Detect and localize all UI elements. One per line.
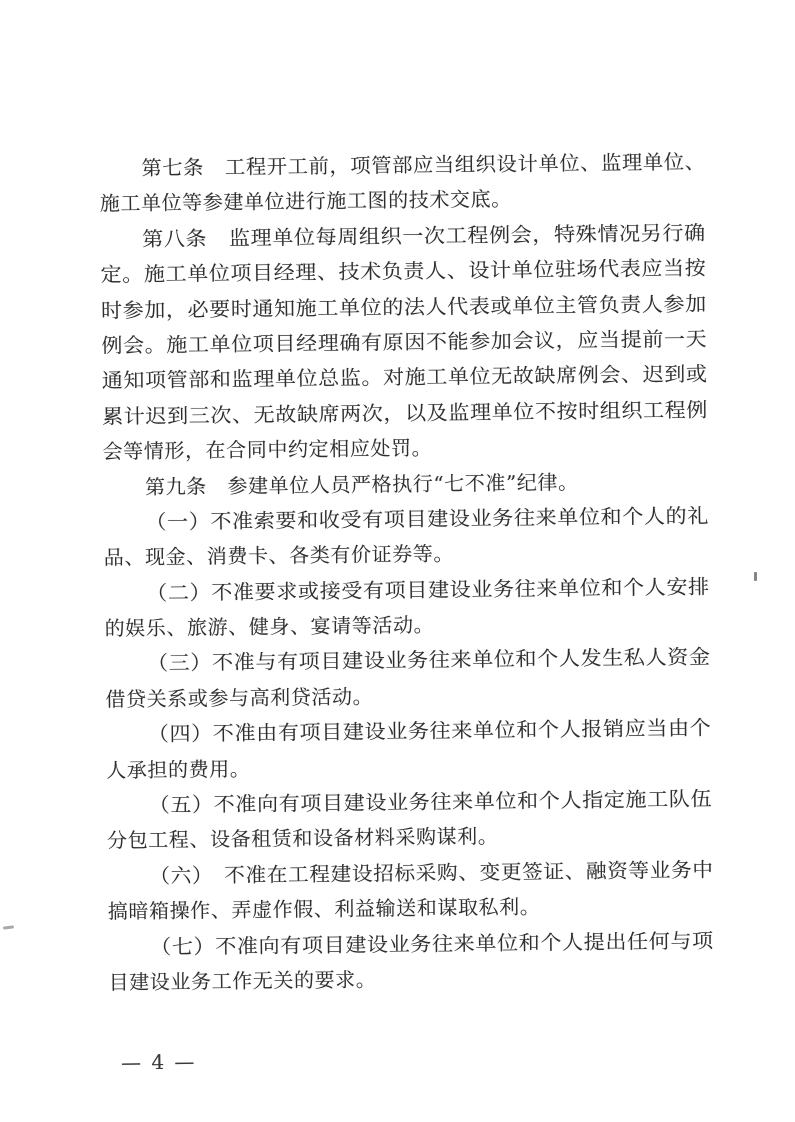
- paragraph: [103, 498, 710, 576]
- text-line-content: 例会。施工单位项目经理确有原因不能参加会议，应当提前一天: [101, 326, 708, 358]
- text-line-content: 的娱乐、旅游、健身、宴请等活动。: [104, 612, 435, 641]
- text-line-content: 分包工程、设备租赁和设备材料采购谋利。: [106, 824, 499, 853]
- text-line: [102, 392, 708, 434]
- text-line-content: 人承担的费用。: [106, 756, 251, 783]
- text-line-content: 累计迟到三次、无故缺席两次，以及监理单位不按时组织工程例: [102, 397, 709, 429]
- page-number: — 4 —: [120, 1049, 195, 1075]
- text-line-content: 第九条 参建单位人员严格执行“七不准”纪律。: [144, 469, 579, 499]
- text-line: [103, 498, 709, 540]
- text-line-content: 通知项管部和监理单位总监。对施工单位无故缺席例会、迟到或: [101, 361, 708, 393]
- text-line-content: 会等情形，在合同中约定相应处罚。: [102, 435, 433, 464]
- text-line-content: （六） 不准在工程建设招标采购、变更签证、融资等业务中: [149, 857, 714, 888]
- text-line-content: （三）不准与有项目建设业务往来单位和个人发生私人资金: [146, 645, 711, 676]
- text-line: [99, 145, 705, 187]
- text-line-content: 借贷关系或参与高利贷活动。: [105, 684, 374, 712]
- paragraph: [106, 711, 713, 789]
- text-line-content: 定。施工单位项目经理、技术负责人、设计单位驻场代表应当按: [100, 255, 707, 287]
- text-line-content: （四）不准由有项目建设业务往来单位和个人报销应当由个: [147, 715, 712, 747]
- text-line-content: （七）不准向有项目建设业务往来单位和个人提出任何与项: [150, 928, 714, 959]
- text-line-content: （一）不准索要和收受有项目建设业务往来单位和个人的礼: [145, 503, 710, 534]
- scan-speck-left: [3, 925, 14, 929]
- text-line-content: 施工单位等参建单位进行施工图的技术交底。: [99, 187, 512, 216]
- text-line: [108, 923, 714, 965]
- paragraph: [105, 640, 712, 718]
- text-line: [107, 852, 713, 894]
- text-line: [105, 640, 711, 682]
- paragraph: [106, 782, 713, 860]
- paragraph: [99, 145, 706, 223]
- paragraph: [107, 852, 714, 930]
- text-line-content: 第八条 监理单位每周组织一次工程例会，特殊情况另行确: [142, 220, 706, 251]
- text-line-content: 目建设业务工作无关的要求。: [108, 967, 377, 995]
- scan-speck-right: [754, 572, 757, 581]
- text-line-content: 搞暗箱操作、弄虚作假、利益输送和谋取私利。: [107, 894, 541, 924]
- text-line: [106, 782, 712, 824]
- text-line-content: （五）不准向有项目建设业务往来单位和个人指定施工队伍: [148, 786, 713, 817]
- text-line: [106, 711, 712, 753]
- text-line: [104, 569, 710, 611]
- page-footer: [121, 1049, 195, 1074]
- text-line: [108, 959, 714, 1001]
- paragraph: [108, 923, 715, 1001]
- paragraph: [100, 215, 709, 470]
- paragraph: [104, 569, 711, 647]
- text-line-content: 第七条 工程开工前，项管部应当组织设计单位、监理单位、: [141, 149, 706, 180]
- text-line-content: 时参加，必要时通知施工单位的法人代表或单位主管负责人参加: [100, 291, 707, 323]
- text-line-content: 品、现金、消费卡、各类有价证券等。: [103, 541, 455, 570]
- text-line-content: （二）不准要求或接受有项目建设业务往来单位和个人安排: [146, 574, 710, 605]
- document-body: [99, 145, 715, 1001]
